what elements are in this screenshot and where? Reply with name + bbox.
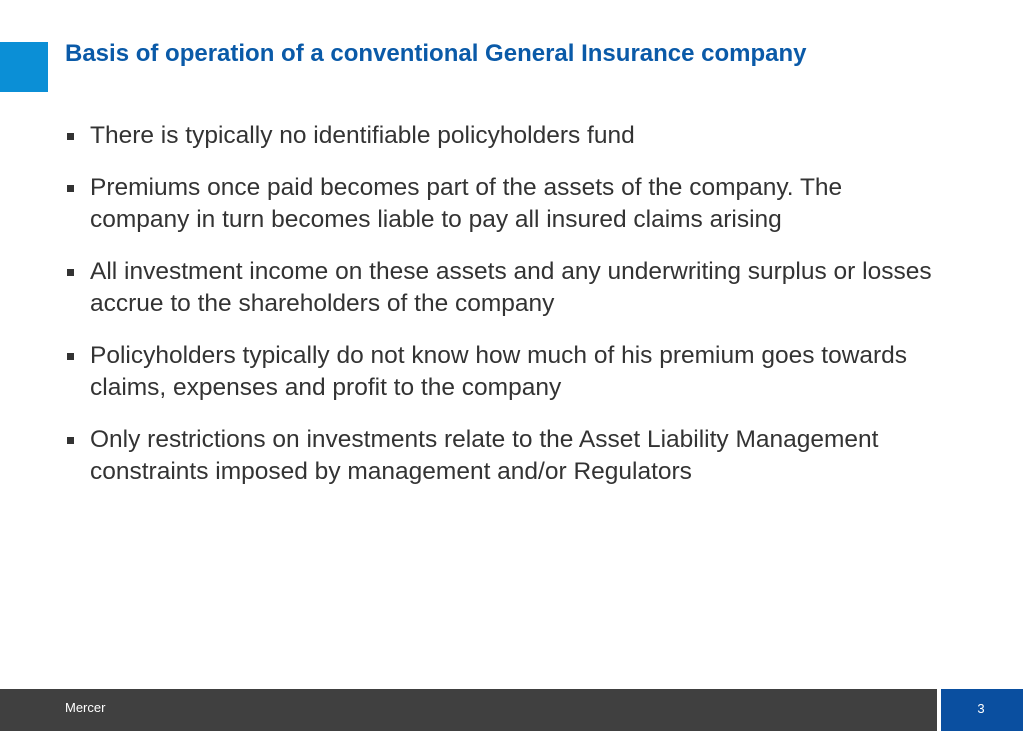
bullet-text: Only restrictions on investments relate to the Asset Liability Management constraints imposed by management and/or Regulators bbox=[90, 426, 879, 485]
bullet-item bbox=[66, 340, 946, 404]
footer-bar bbox=[0, 689, 937, 731]
square-bullet-icon bbox=[67, 185, 74, 192]
square-bullet-icon bbox=[67, 133, 74, 140]
slide-title: Basis of operation of a conventional General Insurance company bbox=[65, 40, 807, 67]
bullet-item bbox=[66, 256, 946, 320]
square-bullet-icon bbox=[67, 437, 74, 444]
bullet-item bbox=[66, 120, 946, 152]
square-bullet-icon bbox=[67, 269, 74, 276]
bullet-item bbox=[66, 424, 946, 488]
bullet-text: There is typically no identifiable policyholders fund bbox=[90, 122, 635, 149]
bullet-text: Premiums once paid becomes part of the assets of the company. The company in turn becomes liable to pay all insured claims arising bbox=[90, 174, 843, 233]
bullet-item bbox=[66, 172, 946, 236]
footer-brand: Mercer bbox=[65, 700, 106, 715]
bullet-list bbox=[66, 120, 946, 508]
title-accent-square bbox=[0, 42, 48, 92]
bullet-text: Policyholders typically do not know how much of his premium goes towards claims, expenses and profit to the company bbox=[90, 342, 908, 401]
bullet-text: All investment income on these assets and any underwriting surplus or losses accrue to the shareholders of the company bbox=[90, 258, 932, 317]
page-number: 3 bbox=[977, 701, 985, 716]
square-bullet-icon bbox=[67, 353, 74, 360]
